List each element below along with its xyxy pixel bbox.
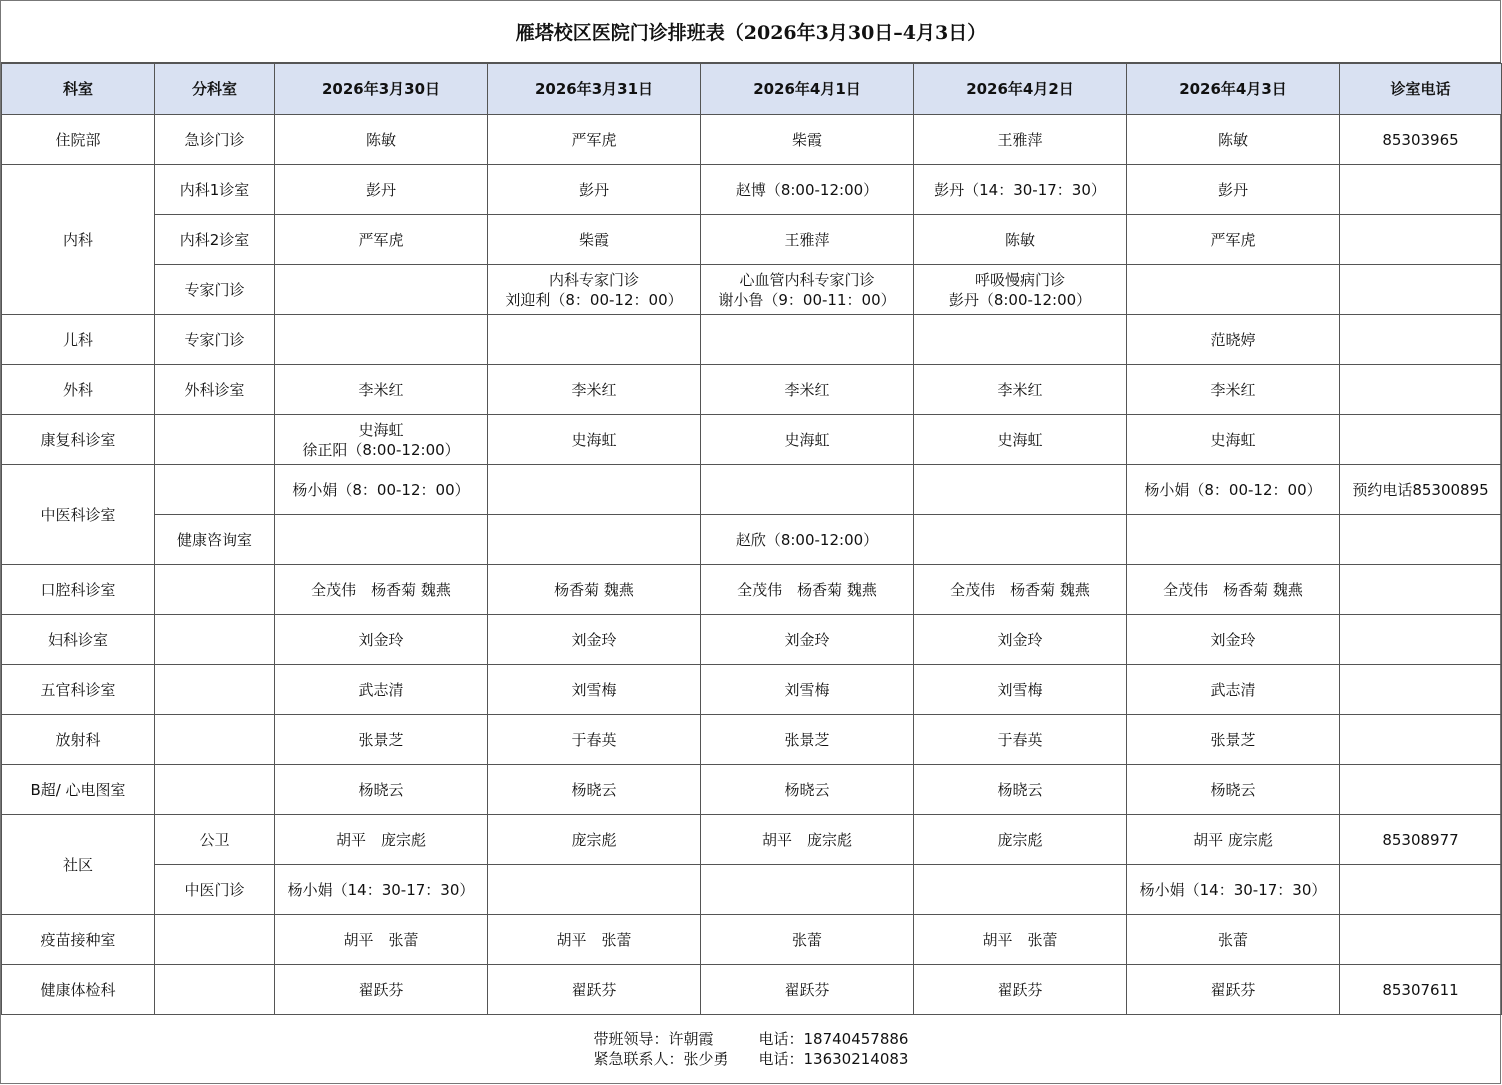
day-cell	[701, 365, 914, 415]
day-cell	[914, 965, 1127, 1015]
day-cell	[488, 565, 701, 615]
day-cell	[701, 515, 914, 565]
cell-text-line: 庞宗彪	[571, 830, 617, 849]
day-cell	[488, 515, 701, 565]
day-cell	[275, 665, 488, 715]
day-cell	[1127, 315, 1340, 365]
dept-cell: 内科	[2, 165, 155, 315]
day-cell	[914, 415, 1127, 465]
table-row	[2, 915, 1502, 965]
day-cell	[1127, 415, 1340, 465]
day-cell	[701, 615, 914, 665]
phone-cell	[1340, 165, 1502, 215]
dept-cell: 放射科	[2, 715, 155, 765]
day-cell	[275, 915, 488, 965]
cell-text-line: 柴霞	[578, 230, 609, 249]
subdept-cell	[155, 565, 275, 615]
phone-cell: 85307611	[1340, 965, 1502, 1015]
day-cell	[1127, 965, 1340, 1015]
dept-cell: 口腔科诊室	[2, 565, 155, 615]
header-phone: 诊室电话	[1340, 64, 1502, 115]
cell-text-line: 刘金玲	[1210, 630, 1256, 649]
day-cell	[914, 865, 1127, 915]
day-cell	[488, 865, 701, 915]
cell-text-line: 呼吸慢病门诊	[974, 270, 1065, 289]
cell-text-line: 陈敏	[1004, 230, 1035, 249]
table-row	[2, 565, 1502, 615]
subdept-cell	[155, 965, 275, 1015]
cell-text-line: 内科专家门诊	[548, 270, 639, 289]
phone-cell	[1340, 265, 1502, 315]
table-row	[2, 865, 1502, 915]
cell-text-line: 李米红	[997, 380, 1043, 399]
phone-cell	[1340, 915, 1502, 965]
cell-text-line: 陈敏	[365, 130, 396, 149]
day-cell	[1127, 815, 1340, 865]
cell-text-line: 刘雪梅	[997, 680, 1043, 699]
cell-text-line: 刘金玲	[571, 630, 617, 649]
table-header-row	[2, 64, 1502, 115]
table-row	[2, 265, 1502, 315]
cell-text-line: 刘金玲	[784, 630, 830, 649]
phone-cell	[1340, 715, 1502, 765]
cell-text-line: 范晓婷	[1210, 330, 1256, 349]
day-cell	[701, 965, 914, 1015]
cell-text-line: 张景芝	[358, 730, 404, 749]
dept-cell: 疫苗接种室	[2, 915, 155, 965]
cell-text-line: 杨晓云	[1210, 780, 1256, 799]
day-cell	[701, 165, 914, 215]
dept-cell: 五官科诊室	[2, 665, 155, 715]
dept-cell: 外科	[2, 365, 155, 415]
cell-text-line: 彭丹	[1217, 180, 1248, 199]
cell-text-line: 胡平 张蕾	[982, 930, 1058, 949]
day-cell	[488, 365, 701, 415]
cell-text-line: 徐正阳（8:00-12:00）	[302, 440, 460, 459]
phone-cell	[1340, 765, 1502, 815]
day-cell	[701, 465, 914, 515]
phone-cell	[1340, 365, 1502, 415]
day-cell	[914, 365, 1127, 415]
cell-text-line: 刘雪梅	[784, 680, 830, 699]
table-row	[2, 315, 1502, 365]
table-row	[2, 215, 1502, 265]
dept-cell: 健康体检科	[2, 965, 155, 1015]
phone-cell	[1340, 865, 1502, 915]
cell-text-line: 严军虎	[1210, 230, 1256, 249]
phone-cell	[1340, 665, 1502, 715]
day-cell	[275, 165, 488, 215]
day-cell	[275, 115, 488, 165]
dept-cell: 儿科	[2, 315, 155, 365]
day-cell	[488, 815, 701, 865]
day-cell	[488, 765, 701, 815]
day-cell	[1127, 165, 1340, 215]
cell-text-line: 杨香菊 魏燕	[554, 580, 634, 599]
day-cell	[488, 115, 701, 165]
subdept-cell: 专家门诊	[155, 315, 275, 365]
day-cell	[488, 665, 701, 715]
subdept-cell: 外科诊室	[155, 365, 275, 415]
cell-text-line: 翟跃芬	[571, 980, 617, 999]
cell-text-line: 胡平 张蕾	[343, 930, 419, 949]
cell-text-line: 胡平 张蕾	[556, 930, 632, 949]
cell-text-line: 翟跃芬	[784, 980, 830, 999]
day-cell	[275, 465, 488, 515]
cell-text-line: 全茂伟 杨香菊 魏燕	[737, 580, 877, 599]
day-cell	[488, 915, 701, 965]
cell-text-line: 心血管内科专家门诊	[739, 270, 875, 289]
dept-cell: B超/ 心电图室	[2, 765, 155, 815]
day-cell	[914, 515, 1127, 565]
table-row	[2, 115, 1502, 165]
day-cell	[275, 865, 488, 915]
header-day-1: 2026年3月30日	[275, 64, 488, 115]
cell-text-line: 胡平 庞宗彪	[335, 830, 426, 849]
day-cell	[1127, 265, 1340, 315]
day-cell	[914, 265, 1127, 315]
table-row	[2, 465, 1502, 515]
cell-text-line: 于春英	[997, 730, 1043, 749]
cell-text-line: 李米红	[358, 380, 404, 399]
cell-text-line: 胡平 庞宗彪	[1193, 830, 1273, 849]
table-row	[2, 665, 1502, 715]
day-cell	[701, 665, 914, 715]
day-cell	[488, 715, 701, 765]
phone-cell	[1340, 615, 1502, 665]
subdept-cell: 公卫	[155, 815, 275, 865]
day-cell	[275, 715, 488, 765]
day-cell	[275, 515, 488, 565]
day-cell	[914, 315, 1127, 365]
header-day-3: 2026年4月1日	[701, 64, 914, 115]
day-cell	[914, 765, 1127, 815]
day-cell	[275, 315, 488, 365]
emergency-contact-line: 紧急联系人：张少勇 电话：13630214083	[593, 1050, 909, 1068]
day-cell	[914, 615, 1127, 665]
cell-text-line: 武志清	[358, 680, 404, 699]
cell-text-line: 史海虹	[358, 420, 404, 439]
day-cell	[914, 915, 1127, 965]
cell-text-line: 刘雪梅	[571, 680, 617, 699]
header-dept: 科室	[2, 64, 155, 115]
cell-text-line: 王雅萍	[784, 230, 830, 249]
day-cell	[275, 615, 488, 665]
day-cell	[1127, 465, 1340, 515]
day-cell	[488, 315, 701, 365]
day-cell	[488, 165, 701, 215]
dept-cell: 社区	[2, 815, 155, 915]
day-cell	[701, 565, 914, 615]
footer	[1, 1013, 1501, 1085]
cell-text-line: 刘金玲	[997, 630, 1043, 649]
table-row	[2, 515, 1502, 565]
day-cell	[914, 165, 1127, 215]
cell-text-line: 史海虹	[1210, 430, 1256, 449]
day-cell	[1127, 915, 1340, 965]
day-cell	[275, 565, 488, 615]
cell-text-line: 杨小娟（14：30-17：30）	[287, 880, 475, 899]
phone-cell: 85308977	[1340, 815, 1502, 865]
cell-text-line: 谢小鲁（9：00-11：00）	[718, 290, 896, 309]
subdept-cell	[155, 465, 275, 515]
duty-leader-line: 带班领导：许朝霞 电话：18740457886	[593, 1030, 909, 1048]
day-cell	[701, 815, 914, 865]
day-cell	[275, 765, 488, 815]
cell-text-line: 杨小娟（8：00-12：00）	[292, 480, 470, 499]
cell-text-line: 杨晓云	[358, 780, 404, 799]
subdept-cell	[155, 665, 275, 715]
subdept-cell	[155, 765, 275, 815]
subdept-cell: 内科1诊室	[155, 165, 275, 215]
cell-text-line: 陈敏	[1217, 130, 1248, 149]
cell-text-line: 杨小娟（8：00-12：00）	[1144, 480, 1322, 499]
day-cell	[275, 415, 488, 465]
subdept-cell: 内科2诊室	[155, 215, 275, 265]
day-cell	[914, 465, 1127, 515]
day-cell	[1127, 115, 1340, 165]
day-cell	[275, 965, 488, 1015]
day-cell	[275, 815, 488, 865]
day-cell	[701, 915, 914, 965]
table-row	[2, 415, 1502, 465]
cell-text-line: 彭丹	[578, 180, 609, 199]
table-row	[2, 715, 1502, 765]
cell-text-line: 翟跃芬	[997, 980, 1043, 999]
dept-cell: 住院部	[2, 115, 155, 165]
table-row	[2, 615, 1502, 665]
cell-text-line: 杨晓云	[997, 780, 1043, 799]
cell-text-line: 彭丹（14：30-17：30）	[934, 180, 1106, 199]
cell-text-line: 翟跃芬	[358, 980, 404, 999]
cell-text-line: 史海虹	[784, 430, 830, 449]
day-cell	[914, 715, 1127, 765]
day-cell	[914, 665, 1127, 715]
cell-text-line: 全茂伟 杨香菊 魏燕	[1163, 580, 1303, 599]
day-cell	[488, 465, 701, 515]
subdept-cell	[155, 915, 275, 965]
cell-text-line: 李米红	[784, 380, 830, 399]
day-cell	[275, 215, 488, 265]
subdept-cell: 健康咨询室	[155, 515, 275, 565]
day-cell	[701, 765, 914, 815]
cell-text-line: 张景芝	[1210, 730, 1256, 749]
table-body	[2, 115, 1502, 1015]
phone-cell	[1340, 415, 1502, 465]
cell-text-line: 张蕾	[791, 930, 822, 949]
day-cell	[1127, 765, 1340, 815]
cell-text-line: 彭丹（8:00-12:00）	[948, 290, 1092, 309]
header-day-4: 2026年4月2日	[914, 64, 1127, 115]
day-cell	[1127, 615, 1340, 665]
day-cell	[701, 415, 914, 465]
day-cell	[488, 215, 701, 265]
day-cell	[275, 365, 488, 415]
day-cell	[701, 265, 914, 315]
day-cell	[701, 865, 914, 915]
cell-text-line: 张蕾	[1217, 930, 1248, 949]
day-cell	[914, 815, 1127, 865]
day-cell	[701, 315, 914, 365]
schedule-table	[1, 63, 1502, 1015]
cell-text-line: 全茂伟 杨香菊 魏燕	[950, 580, 1090, 599]
cell-text-line: 刘金玲	[358, 630, 404, 649]
day-cell	[1127, 665, 1340, 715]
day-cell	[914, 115, 1127, 165]
day-cell	[488, 615, 701, 665]
day-cell	[701, 715, 914, 765]
cell-text-line: 胡平 庞宗彪	[761, 830, 852, 849]
header-day-2: 2026年3月31日	[488, 64, 701, 115]
phone-cell	[1340, 565, 1502, 615]
header-day-5: 2026年4月3日	[1127, 64, 1340, 115]
cell-text-line: 赵欣（8:00-12:00）	[735, 530, 879, 549]
cell-text-line: 李米红	[1210, 380, 1256, 399]
subdept-cell: 中医门诊	[155, 865, 275, 915]
cell-text-line: 杨小娟（14：30-17：30）	[1139, 880, 1327, 899]
dept-cell: 中医科诊室	[2, 465, 155, 565]
day-cell	[701, 215, 914, 265]
day-cell	[1127, 215, 1340, 265]
subdept-cell	[155, 615, 275, 665]
header-subdept: 分科室	[155, 64, 275, 115]
subdept-cell: 急诊门诊	[155, 115, 275, 165]
day-cell	[488, 265, 701, 315]
dept-cell: 康复科诊室	[2, 415, 155, 465]
phone-cell: 预约电话85300895	[1340, 465, 1502, 515]
day-cell	[275, 265, 488, 315]
phone-cell	[1340, 215, 1502, 265]
cell-text-line: 庞宗彪	[997, 830, 1043, 849]
day-cell	[488, 965, 701, 1015]
table-row	[2, 365, 1502, 415]
cell-text-line: 史海虹	[997, 430, 1043, 449]
cell-text-line: 柴霞	[791, 130, 822, 149]
cell-text-line: 杨晓云	[571, 780, 617, 799]
cell-text-line: 全茂伟 杨香菊 魏燕	[311, 580, 451, 599]
cell-text-line: 张景芝	[784, 730, 830, 749]
cell-text-line: 严军虎	[358, 230, 404, 249]
cell-text-line: 严军虎	[571, 130, 617, 149]
day-cell	[914, 565, 1127, 615]
cell-text-line: 翟跃芬	[1210, 980, 1256, 999]
phone-cell: 85303965	[1340, 115, 1502, 165]
day-cell	[1127, 515, 1340, 565]
cell-text-line: 史海虹	[571, 430, 617, 449]
table-row	[2, 815, 1502, 865]
table-row	[2, 965, 1502, 1015]
cell-text-line: 彭丹	[365, 180, 396, 199]
day-cell	[701, 115, 914, 165]
table-row	[2, 765, 1502, 815]
day-cell	[1127, 365, 1340, 415]
cell-text-line: 武志清	[1210, 680, 1256, 699]
cell-text-line: 王雅萍	[997, 130, 1043, 149]
phone-cell	[1340, 515, 1502, 565]
subdept-cell	[155, 715, 275, 765]
dept-cell: 妇科诊室	[2, 615, 155, 665]
day-cell	[488, 415, 701, 465]
table-row	[2, 165, 1502, 215]
subdept-cell	[155, 415, 275, 465]
cell-text-line: 刘迎利（8：00-12：00）	[505, 290, 683, 309]
cell-text-line: 李米红	[571, 380, 617, 399]
page-title: 雁塔校区医院门诊排班表（2026年3月30日–4月3日）	[1, 1, 1501, 63]
day-cell	[1127, 715, 1340, 765]
day-cell	[1127, 565, 1340, 615]
subdept-cell: 专家门诊	[155, 265, 275, 315]
phone-cell	[1340, 315, 1502, 365]
cell-text-line: 赵博（8:00-12:00）	[735, 180, 879, 199]
cell-text-line: 于春英	[571, 730, 617, 749]
day-cell	[914, 215, 1127, 265]
cell-text-line: 杨晓云	[784, 780, 830, 799]
day-cell	[1127, 865, 1340, 915]
